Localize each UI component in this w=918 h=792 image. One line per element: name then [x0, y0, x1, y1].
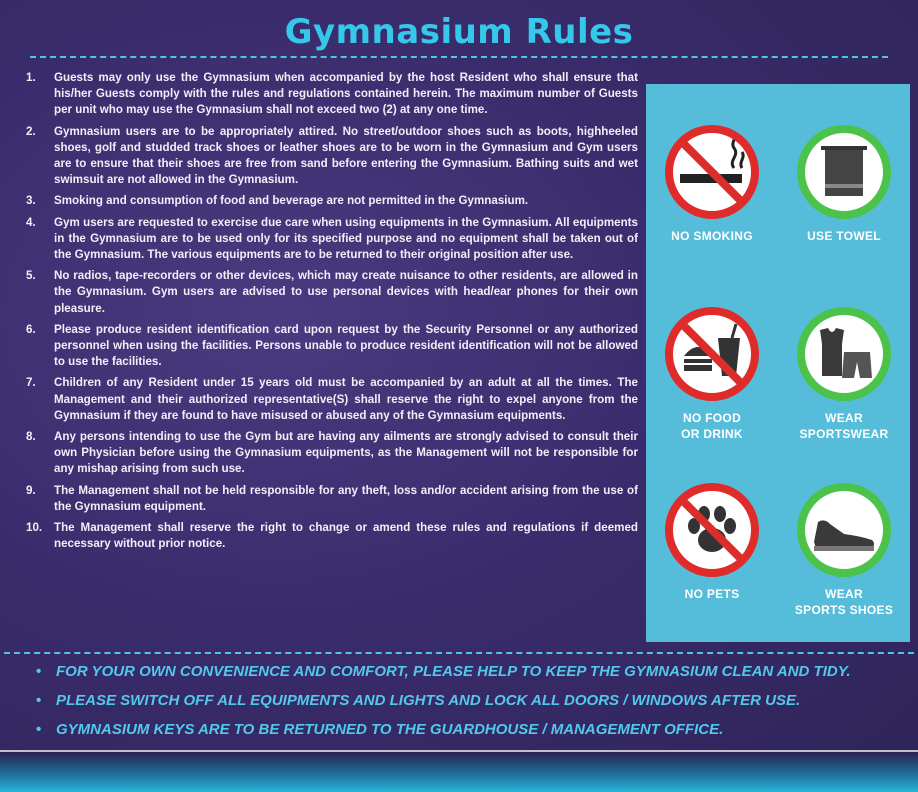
notice-item — [36, 662, 851, 691]
page-title: Gymnasium Rules — [284, 12, 634, 52]
sign-label: WEAR SPORTS SHOES — [794, 587, 894, 617]
rule-number: 10. — [26, 521, 43, 535]
sign-no-pets — [646, 480, 778, 602]
rule-text: The Management shall reserve the right to change or amend these rules and regulations if deemed necessary without prior notice. — [54, 521, 638, 551]
rule-text: Gymnasium users are to be appropriately attired. No street/outdoor shoes such as boots, highheeled shoes, golf and studded track shoes or leather shoes are to be worn in the Gymnasium and Gym users are to ensure that their shoes are free from sand before entering the Gymnasium. Bathing suits and wet swimsuit are not allowed in the Gymnasium. — [54, 124, 638, 187]
signs-panel — [646, 84, 910, 642]
sign-no-smoking — [646, 122, 778, 244]
rule-number: 1. — [26, 71, 36, 84]
notice-text: FOR YOUR OWN CONVENIENCE AND COMFORT, PLEASE HELP TO KEEP THE GYMNASIUM CLEAN AND TIDY. — [56, 663, 851, 680]
sign-label: NO SMOKING — [671, 229, 753, 243]
sportswear-icon — [794, 304, 894, 404]
rule-number: 6. — [26, 322, 36, 336]
bullet-icon: • — [36, 692, 42, 709]
rule-number: 5. — [26, 269, 36, 283]
rule-item — [26, 193, 638, 209]
no-food-drink-icon — [662, 304, 762, 404]
pool-background-strip — [0, 752, 918, 792]
notice-item — [36, 691, 851, 720]
rule-item — [26, 483, 638, 515]
notice-text: GYMNASIUM KEYS ARE TO BE RETURNED TO THE GUARDHOUSE / MANAGEMENT OFFICE. — [56, 721, 724, 738]
rule-number: 7. — [26, 376, 36, 390]
sign-label: USE TOWEL — [807, 229, 881, 243]
rule-item — [26, 520, 638, 552]
towel-icon — [794, 122, 894, 222]
rule-item — [26, 70, 638, 119]
rule-number: 4. — [26, 215, 36, 229]
top-divider — [30, 56, 888, 58]
rule-item — [26, 124, 638, 189]
sign-label: NO FOOD OR DRINK — [681, 411, 743, 441]
notice-text: PLEASE SWITCH OFF ALL EQUIPMENTS AND LIGHTS AND LOCK ALL DOORS / WINDOWS AFTER USE. — [56, 692, 801, 709]
sign-no-food-drink — [646, 304, 778, 442]
rules-list — [26, 70, 638, 557]
sports-shoes-icon — [794, 480, 894, 580]
rule-text: The Management shall not be held responsible for any theft, loss and/or accident arising from the use of the Gymnasium equipment. — [54, 483, 638, 513]
rule-text: Smoking and consumption of food and beverage are not permitted in the Gymnasium. — [54, 194, 529, 208]
rule-item — [26, 322, 638, 371]
rule-number: 3. — [26, 194, 36, 208]
sign-label: NO PETS — [684, 587, 740, 601]
rule-item — [26, 215, 638, 264]
sign-wear-sportswear — [778, 304, 910, 442]
notice-item — [36, 720, 851, 749]
rule-text: Guests may only use the Gymnasium when accompanied by the host Resident who shall ensure that his/her Guests comply with the rules and regulations contained herein. The maximum number of Guests per unit who may use the Gymnasium shall not exceed two (2) at any one time. — [54, 71, 638, 117]
rule-number: 2. — [26, 124, 36, 138]
sign-wear-sports-shoes — [778, 480, 910, 618]
rule-item — [26, 268, 638, 317]
bullet-icon: • — [36, 721, 42, 738]
rule-item — [26, 429, 638, 478]
rule-text: No radios, tape-recorders or other devices, which may create nuisance to other residents, are allowed in the Gymnasium. Gym users are advised to use personal devices with head/ear phones for their own pleasure. — [54, 269, 638, 315]
notice-list — [36, 662, 851, 749]
rule-number: 8. — [26, 430, 36, 444]
rule-item — [26, 375, 638, 424]
sign-use-towel — [778, 122, 910, 244]
bottom-divider — [4, 652, 914, 654]
rule-text: Please produce resident identification card upon request by the Security Personnel or any authorized personnel when using the facilities. Persons unable to produce resident identification will not be allowed to use the facilities. — [54, 322, 638, 369]
no-smoking-icon — [662, 122, 762, 222]
rule-text: Gym users are requested to exercise due care when using equipments in the Gymnasium. All equipments in the Gymnasium are to be used only for its specified purpose and no equipment shall be taken out of the Gymnasium. The various equipments are to be returned to their original position after use. — [54, 215, 638, 262]
rule-text: Any persons intending to use the Gym but are having any ailments are strongly advised to consult their own Physician before using the Gymnasium equipments, as the Management will not be responsible for any mishap arising from such use. — [54, 430, 638, 476]
rule-number: 9. — [26, 483, 36, 497]
no-pets-icon — [662, 480, 762, 580]
bullet-icon: • — [36, 663, 42, 680]
sign-label: WEAR SPORTSWEAR — [799, 411, 889, 441]
rule-text: Children of any Resident under 15 years old must be accompanied by an adult at all the times. The Management and their authorized representative(S) shall reserve the right to expel anyone from the Gymnasium if they are found to have misused or abused any of the Gymnasium equipments. — [54, 376, 638, 422]
